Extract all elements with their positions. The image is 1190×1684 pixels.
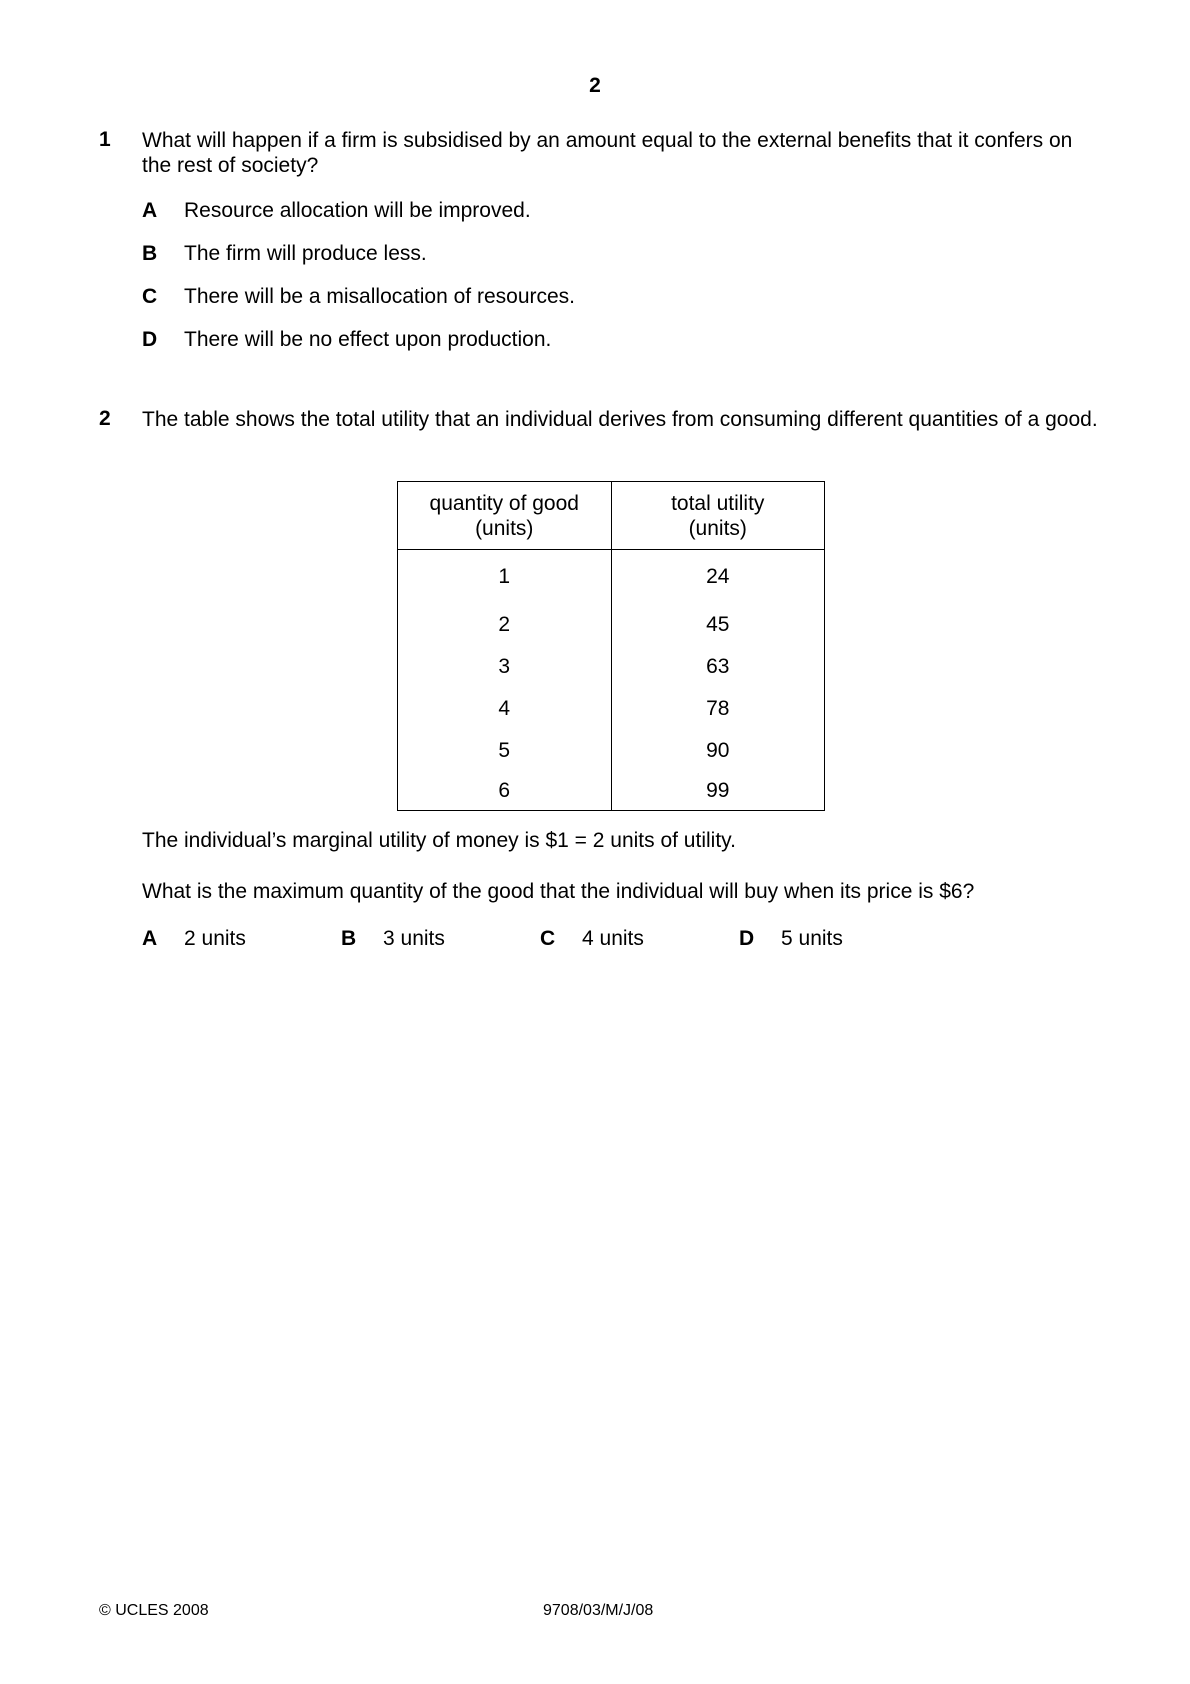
table-row [398,772,825,811]
option-letter: A [142,927,158,950]
q1-option-c[interactable] [142,285,575,309]
table-row [398,688,825,730]
quantity-cell: 4 [398,688,612,730]
option-letter: D [142,328,158,351]
table-row [398,646,825,688]
option-text: There will be no effect upon production. [184,328,552,351]
option-text: The firm will produce less. [184,242,427,265]
table-row [398,550,825,605]
utility-cell: 63 [611,646,825,688]
header-quantity-line2: (units) [475,516,534,540]
utility-table [397,481,825,811]
question-1-text: What will happen if a firm is subsidised by an amount equal to the external benefits that it confers on the rest of society? [142,129,1073,177]
option-letter: B [341,927,357,950]
header-quantity [398,482,612,550]
paper-code-footer: 9708/03/M/J/08 [543,1602,654,1619]
q1-option-d[interactable] [142,328,551,352]
option-letter: C [142,285,158,308]
question-2-text: The table shows the total utility that an individual derives from consuming different quantities of a good. [142,408,1098,431]
question-2-prompt: What is the maximum quantity of the good that the individual will buy when its price is $6? [142,880,975,903]
quantity-cell: 1 [398,550,612,605]
q2-option-b[interactable] [341,927,445,951]
option-text: 5 units [781,927,843,950]
header-utility-line2: (units) [688,516,747,540]
q2-option-a[interactable] [142,927,246,951]
utility-cell: 24 [611,550,825,605]
table-row [398,604,825,646]
utility-cell: 78 [611,688,825,730]
option-text: There will be a misallocation of resources. [184,285,576,308]
q1-option-b[interactable] [142,242,427,266]
header-utility-line1: total utility [671,491,765,515]
table-header-row [398,482,825,550]
option-text: 4 units [582,927,644,950]
quantity-cell: 2 [398,604,612,646]
question-2-number: 2 [99,407,111,430]
option-letter: C [540,927,556,950]
header-quantity-line1: quantity of good [429,491,579,515]
option-text: 3 units [383,927,445,950]
q1-option-a[interactable] [142,199,531,223]
option-letter: D [739,927,755,950]
quantity-cell: 3 [398,646,612,688]
quantity-cell: 5 [398,730,612,772]
option-text: 2 units [184,927,246,950]
option-text: Resource allocation will be improved. [184,199,531,222]
option-letter: A [142,199,158,222]
marginal-utility-statement: The individual’s marginal utility of money is $1 = 2 units of utility. [142,829,736,852]
utility-cell: 90 [611,730,825,772]
q2-option-c[interactable] [540,927,644,951]
question-1-number: 1 [99,128,111,151]
utility-cell: 45 [611,604,825,646]
q2-option-d[interactable] [739,927,843,951]
header-total-utility [611,482,825,550]
page-number: 2 [589,74,601,97]
copyright-footer: © UCLES 2008 [99,1602,209,1619]
table-row [398,730,825,772]
option-letter: B [142,242,158,265]
utility-cell: 99 [611,772,825,811]
quantity-cell: 6 [398,772,612,811]
